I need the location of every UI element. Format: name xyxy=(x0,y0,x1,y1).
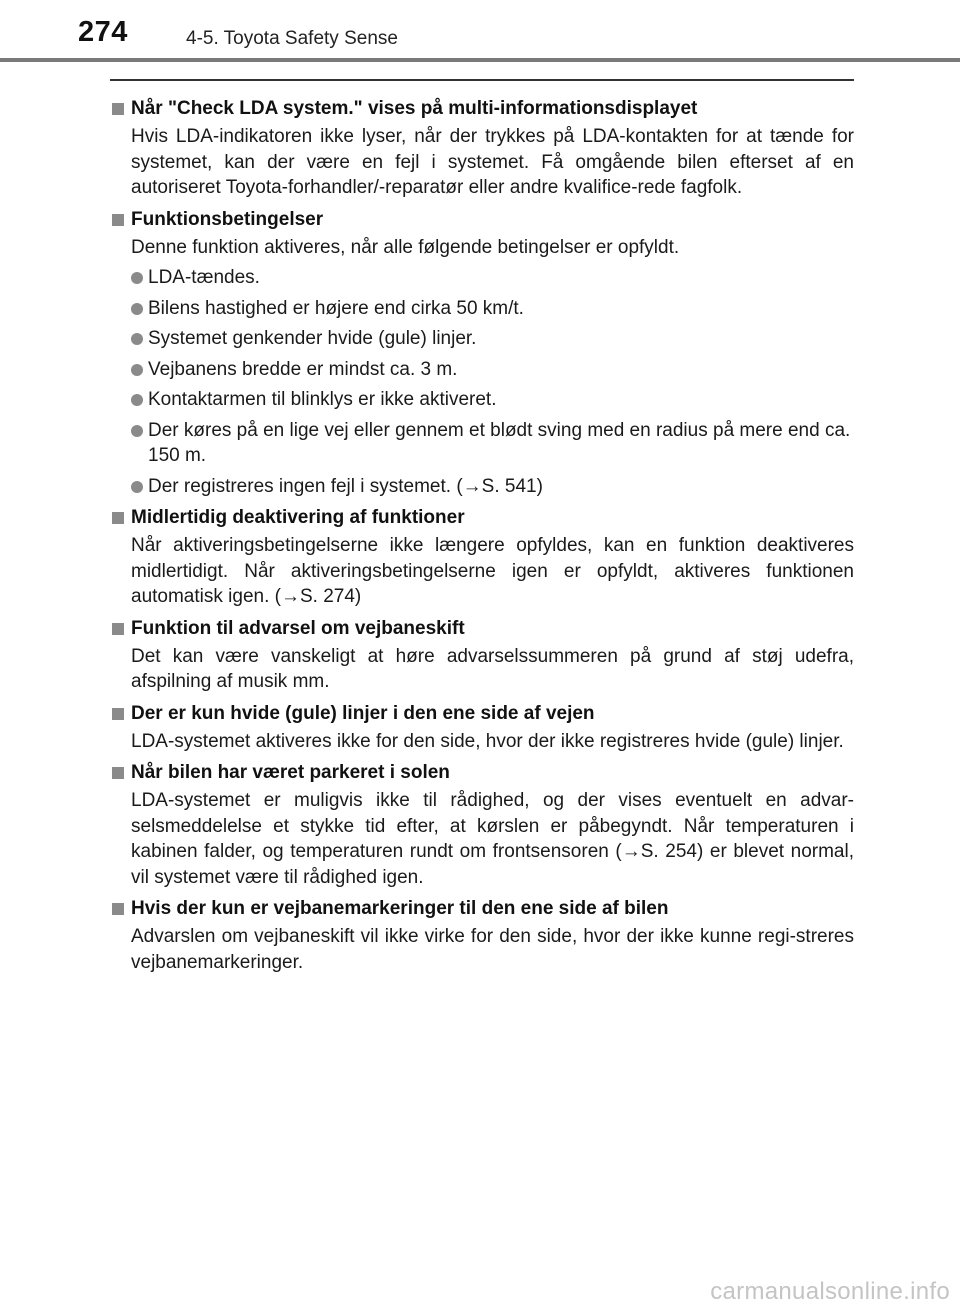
list-item xyxy=(131,296,854,322)
circle-bullet-icon xyxy=(131,394,143,406)
section-heading xyxy=(110,505,854,531)
section-heading-text: Funktionsbetingelser xyxy=(131,208,324,230)
section-paragraph: LDA-systemet er muligvis ikke til rådighed, og der vises eventuelt en advar-selsmeddelelse et stykke tid efter, at kørslen er påbegyndt. Når temperaturen i kabinen falder, og temperaturen rundt om frontsensoren (→S. 254) er blevet normal, vil systemet være til rådighed igen. xyxy=(131,790,854,888)
square-bullet-icon xyxy=(112,512,124,524)
section-heading xyxy=(110,96,854,122)
section-paragraph: Når aktiveringsbetingelserne ikke længere opfyldes, kan en funktion deaktiveres midlertidigt. Når aktiveringsbetingelserne igen er opfyldt, aktiveres funktionen automatisk igen. (→S. 274) xyxy=(131,535,854,607)
section-paragraph: Denne funktion aktiveres, når alle følgende betingelser er opfyldt. xyxy=(131,236,680,258)
section-heading xyxy=(110,207,854,233)
list-item-text: Kontaktarmen til blinklys er ikke aktiveret. xyxy=(148,389,497,410)
section-heading xyxy=(110,616,854,642)
section-title: 4-5. Toyota Safety Sense xyxy=(186,28,398,49)
section-heading xyxy=(110,896,854,922)
square-bullet-icon xyxy=(112,767,124,779)
content xyxy=(110,90,854,979)
section-heading-text: Funktion til advarsel om vejbaneskift xyxy=(131,617,465,639)
page-header xyxy=(0,0,960,64)
list-item xyxy=(131,357,854,383)
section-heading-text: Hvis der kun er vejbanemarkeringer til den ene side af bilen xyxy=(131,898,669,919)
section-heading-text: Når bilen har været parkeret i solen xyxy=(131,762,450,783)
circle-bullet-icon xyxy=(131,303,143,315)
square-bullet-icon xyxy=(112,708,124,720)
list-item-text: Vejbanens bredde er mindst ca. 3 m. xyxy=(148,358,458,380)
header-rule xyxy=(0,58,960,62)
list-item-text: Bilens hastighed er højere end cirka 50 km/t. xyxy=(148,297,524,319)
content-top-rule xyxy=(110,79,854,81)
circle-bullet-icon xyxy=(131,364,143,376)
list-item xyxy=(131,474,854,500)
list-item-text: Der registreres ingen fejl i systemet. (→S. 541) xyxy=(148,475,543,497)
section-paragraph: LDA-systemet aktiveres ikke for den side, hvor der ikke registreres hvide (gule) linjer. xyxy=(131,730,844,752)
circle-bullet-icon xyxy=(131,333,143,345)
list-item-text: Der køres på en lige vej eller gennem et blødt sving med en radius på mere end ca. 150 m. xyxy=(148,419,851,466)
section-heading xyxy=(110,701,854,727)
square-bullet-icon xyxy=(112,623,124,635)
list-item xyxy=(131,265,854,291)
section-paragraph: Advarslen om vejbaneskift vil ikke virke for den side, hvor der ikke kunne regi-streres vejbanemarkeringer. xyxy=(131,926,854,973)
list-item-text: Systemet genkender hvide (gule) linjer. xyxy=(148,328,477,349)
square-bullet-icon xyxy=(112,103,124,115)
list-item xyxy=(131,418,854,469)
section-heading xyxy=(110,760,854,786)
square-bullet-icon xyxy=(112,903,124,915)
section-heading-text: Når "Check LDA system." vises på multi-informationsdisplayet xyxy=(131,98,698,119)
circle-bullet-icon xyxy=(131,481,143,493)
circle-bullet-icon xyxy=(131,272,143,284)
section-paragraph: Det kan være vanskeligt at høre advarselssummeren på grund af støj udefra, afspilning af musik mm. xyxy=(131,645,854,692)
section-heading-text: Der er kun hvide (gule) linjer i den ene side af vejen xyxy=(131,702,595,724)
square-bullet-icon xyxy=(112,214,124,226)
list-item xyxy=(131,387,854,413)
section-heading-text: Midlertidig deaktivering af funktioner xyxy=(131,507,465,528)
circle-bullet-icon xyxy=(131,425,143,437)
section-paragraph: Hvis LDA-indikatoren ikke lyser, når der trykkes på LDA-kontakten for at tænde for systemet, kan der være en fejl i systemet. Få omgående bilen efterset af en autoriseret Toyota-forhandler/-reparatør eller andre kvalifice-rede fagfolk. xyxy=(131,126,854,198)
list-item-text: LDA-tændes. xyxy=(148,267,260,288)
page-number: 274 xyxy=(78,16,128,48)
watermark: carmanualsonline.info xyxy=(710,1278,950,1305)
list-item xyxy=(131,326,854,352)
